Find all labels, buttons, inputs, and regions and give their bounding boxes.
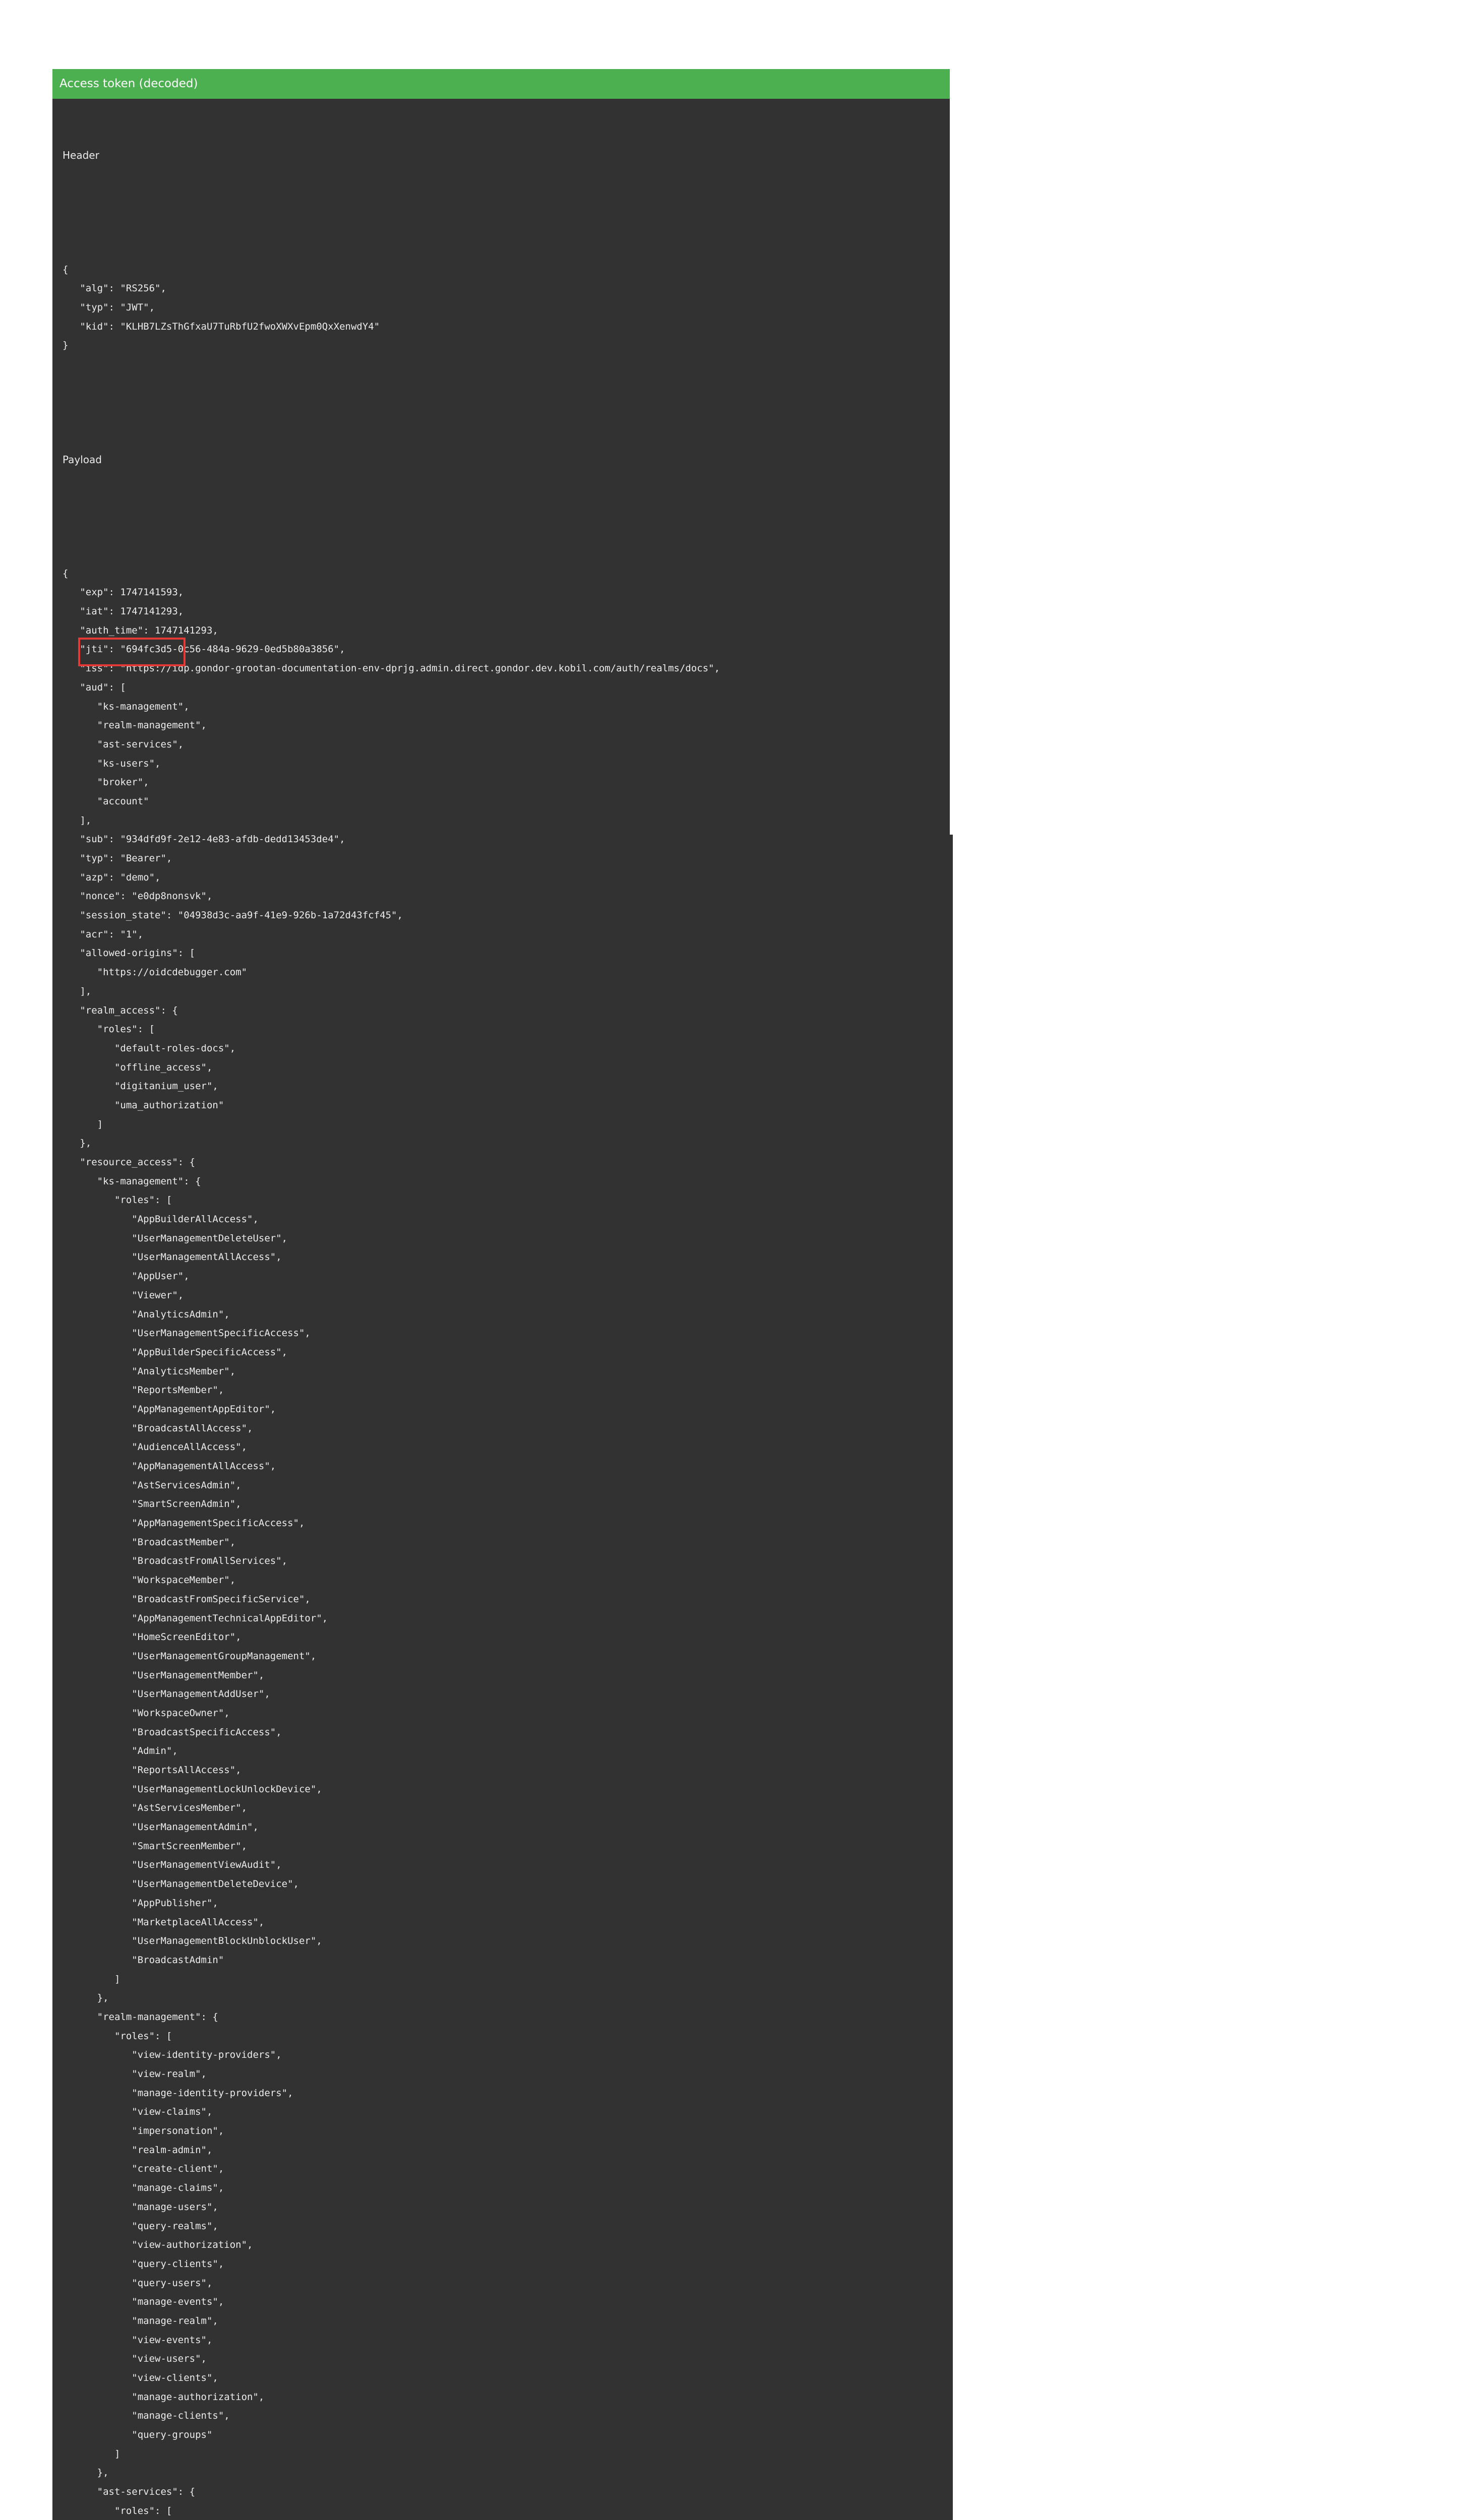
code-line: "acr": "1",: [63, 928, 144, 940]
code-line: "UserManagementDeleteUser",: [63, 1232, 288, 1244]
code-line: "manage-users",: [63, 2201, 218, 2213]
code-line: "jti": "694fc3d5-0c56-484a-9629-0ed5b80a3856",: [63, 644, 345, 655]
code-line: ]: [63, 2448, 120, 2460]
code-line: "realm-admin",: [63, 2144, 213, 2156]
decoded-token-panel: [52, 69, 950, 2520]
code-line: "alg": "RS256",: [63, 283, 166, 294]
code-line: "https://oidcdebugger.com": [63, 967, 248, 978]
code-line: "exp": 1747141593,: [63, 587, 184, 598]
code-line: "AppBuilderSpecificAccess",: [63, 1346, 288, 1358]
code-line: "query-users",: [63, 2277, 213, 2289]
code-line: "HomeScreenEditor",: [63, 1631, 241, 1643]
code-line: "AppBuilderAllAccess",: [63, 1214, 259, 1225]
code-line: "roles": [: [63, 2505, 172, 2516]
code-line: "view-clients",: [63, 2372, 218, 2384]
code-line: "UserManagementGroupManagement",: [63, 1650, 317, 1662]
code-line: "default-roles-docs",: [63, 1042, 236, 1054]
code-line: "ast-services": {: [63, 2486, 196, 2498]
code-line: "roles": [: [63, 1024, 155, 1035]
code-line: "UserManagementAllAccess",: [63, 1251, 282, 1263]
code-line: "AppManagementAllAccess",: [63, 1461, 276, 1472]
code-line: "realm_access": {: [63, 1004, 178, 1016]
code-line: "AppManagementSpecificAccess",: [63, 1518, 305, 1529]
code-line: "UserManagementLockUnlockDevice",: [63, 1783, 322, 1795]
code-line: ],: [63, 985, 92, 997]
panel-edge: [950, 835, 953, 2520]
code-line: "manage-realm",: [63, 2315, 218, 2326]
token-code-block: [63, 108, 720, 2520]
code-line: ]: [63, 1118, 103, 1130]
code-line: {: [63, 568, 69, 579]
code-line: "AppUser",: [63, 1271, 190, 1282]
code-line: "realm-management",: [63, 720, 207, 731]
code-line: "BroadcastFromAllServices",: [63, 1555, 288, 1567]
acr-highlight-box: [78, 638, 186, 666]
code-line: "manage-claims",: [63, 2182, 224, 2194]
code-line: "create-client",: [63, 2163, 224, 2175]
code-line: },: [63, 1138, 92, 1149]
code-line: "UserManagementAddUser",: [63, 1688, 270, 1700]
code-line: "query-clients",: [63, 2258, 224, 2270]
code-line: "view-users",: [63, 2353, 207, 2365]
code-line: "AstServicesAdmin",: [63, 1479, 241, 1491]
header-json: [63, 261, 720, 355]
code-line: "digitanium_user",: [63, 1081, 218, 1092]
code-line: "view-realm",: [63, 2068, 207, 2080]
code-line: "AnalyticsAdmin",: [63, 1308, 230, 1320]
code-line: "azp": "demo",: [63, 871, 161, 883]
code-line: "ks-management": {: [63, 1175, 201, 1187]
code-line: "WorkspaceMember",: [63, 1574, 236, 1586]
header-section-label: Header: [63, 149, 99, 162]
code-line: "SmartScreenMember",: [63, 1840, 248, 1852]
code-line: "manage-authorization",: [63, 2391, 265, 2403]
code-line: "UserManagementSpecificAccess",: [63, 1328, 311, 1339]
code-line: "account": [63, 795, 149, 807]
code-line: "Viewer",: [63, 1289, 184, 1301]
code-line: "UserManagementViewAudit",: [63, 1859, 282, 1871]
code-line: "UserManagementDeleteDevice",: [63, 1878, 299, 1890]
code-line: "session_state": "04938d3c-aa9f-41e9-926b-1a72d43fcf45",: [63, 910, 403, 921]
code-line: "query-realms",: [63, 2220, 218, 2232]
code-line: "offline_access",: [63, 1061, 213, 1073]
code-line: "ks-users",: [63, 758, 161, 769]
code-line: "BroadcastSpecificAccess",: [63, 1726, 282, 1738]
code-line: "UserManagementMember",: [63, 1669, 265, 1681]
code-line: "view-identity-providers",: [63, 2049, 282, 2061]
code-line: "view-authorization",: [63, 2239, 253, 2251]
code-line: "iat": 1747141293,: [63, 606, 184, 617]
code-line: "Admin",: [63, 1745, 178, 1757]
code-line: "ReportsAllAccess",: [63, 1765, 241, 1776]
code-line: "AudienceAllAccess",: [63, 1441, 248, 1453]
code-line: "BroadcastFromSpecificService",: [63, 1593, 311, 1605]
code-line: "AnalyticsMember",: [63, 1365, 236, 1377]
code-line: "BroadcastMember",: [63, 1536, 236, 1548]
code-line: "query-groups": [63, 2429, 213, 2441]
code-line: "UserManagementBlockUnblockUser",: [63, 1935, 322, 1947]
panel-title: Access token (decoded): [52, 69, 950, 99]
code-line: "ReportsMember",: [63, 1384, 224, 1396]
code-line: "WorkspaceOwner",: [63, 1707, 230, 1719]
code-line: "typ": "Bearer",: [63, 853, 172, 864]
code-line: "nonce": "e0dp8nonsvk",: [63, 891, 213, 902]
code-line: "view-events",: [63, 2334, 213, 2346]
code-line: ],: [63, 814, 92, 826]
code-line: "uma_authorization": [63, 1099, 224, 1111]
code-line: "roles": [: [63, 1194, 172, 1206]
code-line: "kid": "KLHB7LZsThGfxaU7TuRbfU2fwoXWXvEpm0QxXenwdY4": [63, 321, 380, 332]
code-line: "MarketplaceAllAccess",: [63, 1916, 265, 1928]
code-line: "sub": "934dfd9f-2e12-4e83-afdb-dedd13453de4",: [63, 834, 345, 845]
code-line: ]: [63, 1973, 120, 1985]
code-line: "resource_access": {: [63, 1157, 196, 1168]
code-line: "BroadcastAllAccess",: [63, 1422, 253, 1434]
payload-section-label: Payload: [63, 453, 102, 466]
code-line: },: [63, 2467, 109, 2479]
code-line: "UserManagementAdmin",: [63, 1821, 259, 1833]
code-line: "aud": [: [63, 681, 126, 693]
code-line: "impersonation",: [63, 2125, 224, 2137]
payload-json: [63, 564, 720, 2520]
code-line: "ast-services",: [63, 738, 184, 750]
code-line: "auth_time": 1747141293,: [63, 624, 218, 636]
code-line: "realm-management": {: [63, 2011, 218, 2023]
code-line: }: [63, 340, 69, 351]
code-line: "broker",: [63, 777, 149, 788]
code-line: "typ": "JWT",: [63, 301, 155, 313]
code-line: "iss": "https://idp.gondor-grootan-documentation-env-dprjg.admin.direct.gondor.dev.kobil.com/auth/realms/docs",: [63, 663, 720, 674]
code-line: "BroadcastAdmin": [63, 1954, 224, 1966]
code-line: "AppPublisher",: [63, 1897, 218, 1909]
code-line: "manage-events",: [63, 2296, 224, 2308]
code-line: "SmartScreenAdmin",: [63, 1498, 241, 1510]
code-line: {: [63, 264, 69, 275]
code-line: "AppManagementTechnicalAppEditor",: [63, 1612, 328, 1624]
code-line: "AstServicesMember",: [63, 1802, 248, 1814]
code-line: "view-claims",: [63, 2106, 213, 2118]
code-line: "AppManagementAppEditor",: [63, 1403, 276, 1415]
code-line: "manage-clients",: [63, 2410, 230, 2422]
code-line: "ks-management",: [63, 701, 190, 712]
code-line: "allowed-origins": [: [63, 948, 196, 959]
code-line: },: [63, 1992, 109, 2004]
code-line: "manage-identity-providers",: [63, 2087, 293, 2099]
code-line: "roles": [: [63, 2030, 172, 2042]
